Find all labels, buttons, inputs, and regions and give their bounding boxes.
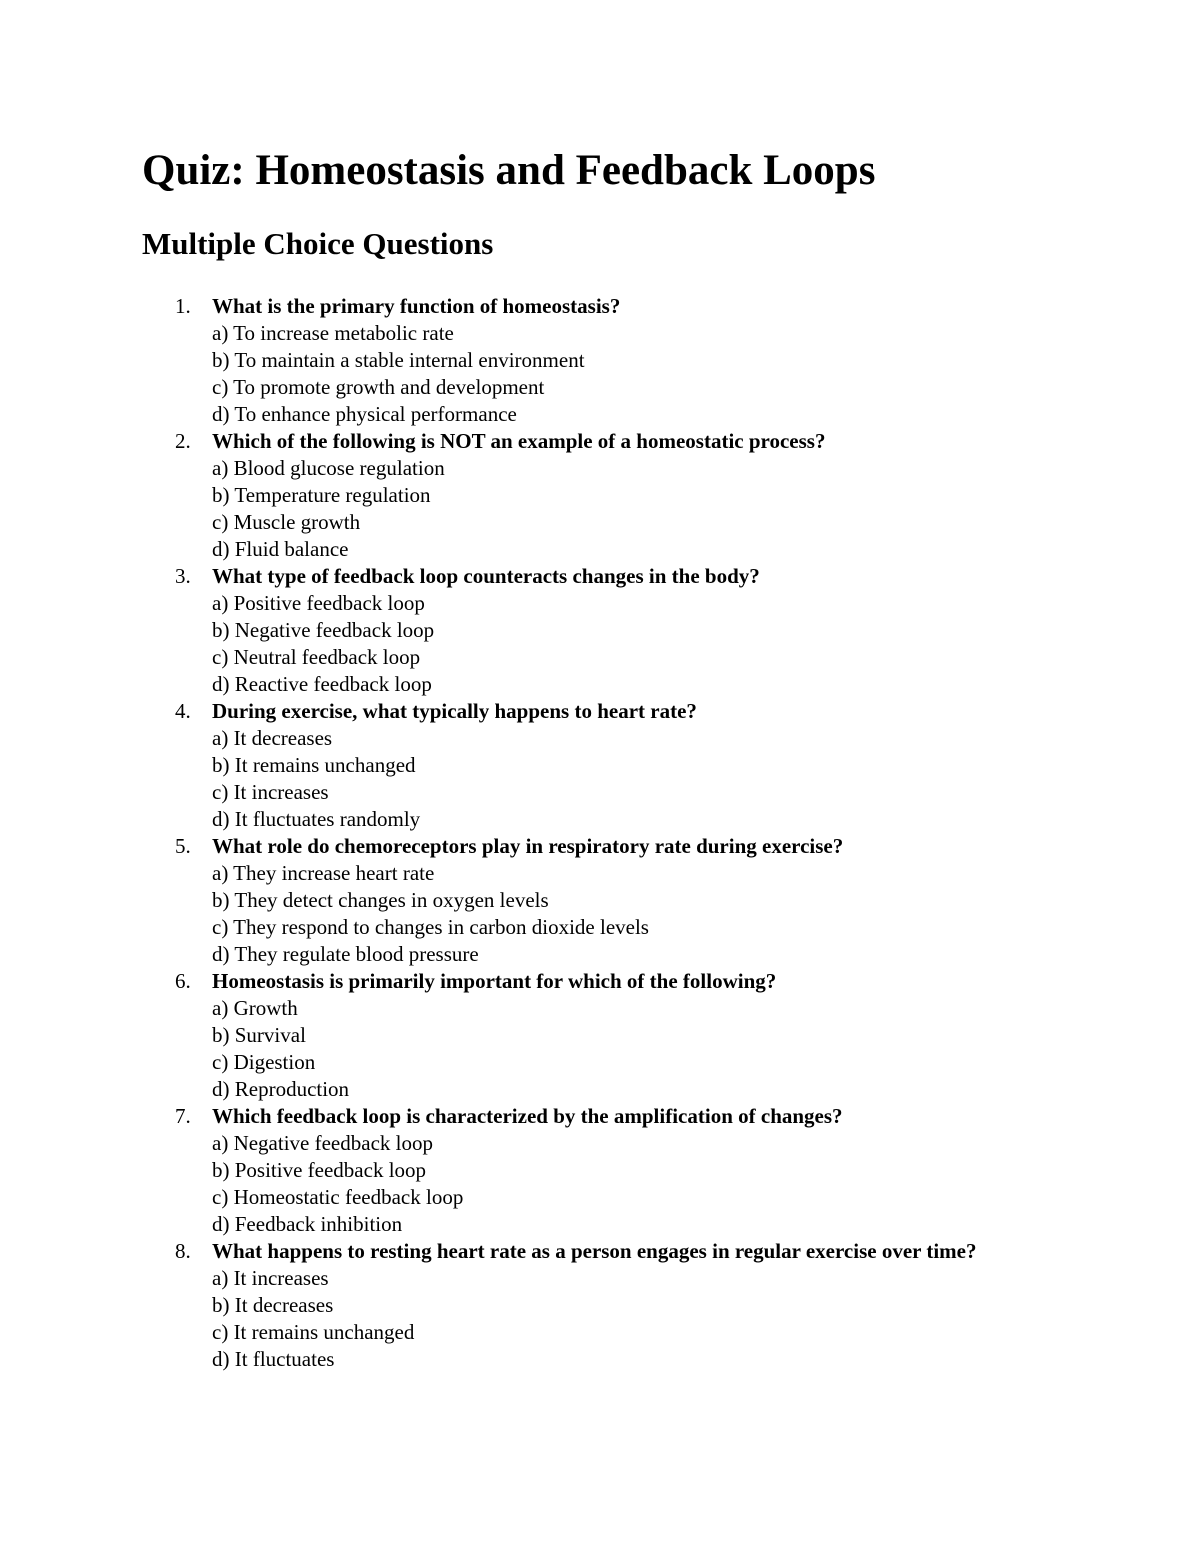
answer-option: c) Digestion — [212, 1050, 316, 1074]
question-number: 1. — [175, 294, 191, 318]
answer-option: d) Feedback inhibition — [212, 1212, 403, 1236]
answer-option: c) To promote growth and development — [212, 375, 545, 399]
answer-option: c) They respond to changes in carbon dioxide levels — [212, 915, 649, 939]
answer-option: b) Temperature regulation — [212, 483, 431, 507]
question-text: Which of the following is NOT an example of a homeostatic process? — [212, 429, 826, 453]
answer-option: d) Reproduction — [212, 1077, 350, 1101]
answer-option: b) Positive feedback loop — [212, 1158, 427, 1182]
answer-option: d) Reactive feedback loop — [212, 672, 432, 696]
answer-option: c) Muscle growth — [212, 510, 361, 534]
answer-option: d) To enhance physical performance — [212, 402, 517, 426]
answer-option: d) Fluid balance — [212, 537, 349, 561]
answer-option: b) Survival — [212, 1023, 306, 1047]
question-item — [0, 833, 1200, 968]
question-number: 6. — [175, 969, 191, 993]
section-heading: Multiple Choice Questions — [142, 226, 494, 261]
answer-option: a) It increases — [212, 1266, 329, 1290]
answer-option: c) Homeostatic feedback loop — [212, 1185, 464, 1209]
answer-option: b) It remains unchanged — [212, 753, 416, 777]
answer-option: a) They increase heart rate — [212, 861, 435, 885]
question-text: During exercise, what typically happens to heart rate? — [212, 699, 697, 723]
answer-option: b) It decreases — [212, 1293, 334, 1317]
question-number: 4. — [175, 699, 191, 723]
question-item — [0, 968, 1200, 1103]
question-item — [0, 1238, 1200, 1373]
question-item — [0, 698, 1200, 833]
answer-option: c) Neutral feedback loop — [212, 645, 421, 669]
question-list — [0, 293, 1200, 1373]
question-item — [0, 563, 1200, 698]
answer-option: a) It decreases — [212, 726, 333, 750]
page-title: Quiz: Homeostasis and Feedback Loops — [142, 147, 876, 194]
question-number: 2. — [175, 429, 191, 453]
answer-option: b) To maintain a stable internal environment — [212, 348, 585, 372]
answer-option: b) Negative feedback loop — [212, 618, 435, 642]
question-text: Which feedback loop is characterized by the amplification of changes? — [212, 1104, 843, 1128]
answer-option: a) Growth — [212, 996, 298, 1020]
question-number: 3. — [175, 564, 191, 588]
question-item — [0, 293, 1200, 428]
answer-option: a) To increase metabolic rate — [212, 321, 454, 345]
answer-option: a) Blood glucose regulation — [212, 456, 445, 480]
question-item — [0, 428, 1200, 563]
question-text: What type of feedback loop counteracts changes in the body? — [212, 564, 760, 588]
question-item — [0, 1103, 1200, 1238]
question-text: What is the primary function of homeostasis? — [212, 294, 621, 318]
answer-option: d) It fluctuates — [212, 1347, 335, 1371]
answer-option: b) They detect changes in oxygen levels — [212, 888, 549, 912]
answer-option: a) Positive feedback loop — [212, 591, 425, 615]
question-text: Homeostasis is primarily important for which of the following? — [212, 969, 777, 993]
answer-option: d) They regulate blood pressure — [212, 942, 479, 966]
answer-option: c) It increases — [212, 780, 329, 804]
question-text: What role do chemoreceptors play in respiratory rate during exercise? — [212, 834, 844, 858]
answer-option: c) It remains unchanged — [212, 1320, 415, 1344]
question-number: 7. — [175, 1104, 191, 1128]
question-number: 5. — [175, 834, 191, 858]
question-text: What happens to resting heart rate as a person engages in regular exercise over time? — [212, 1239, 977, 1263]
question-number: 8. — [175, 1239, 191, 1263]
answer-option: d) It fluctuates randomly — [212, 807, 421, 831]
answer-option: a) Negative feedback loop — [212, 1131, 433, 1155]
